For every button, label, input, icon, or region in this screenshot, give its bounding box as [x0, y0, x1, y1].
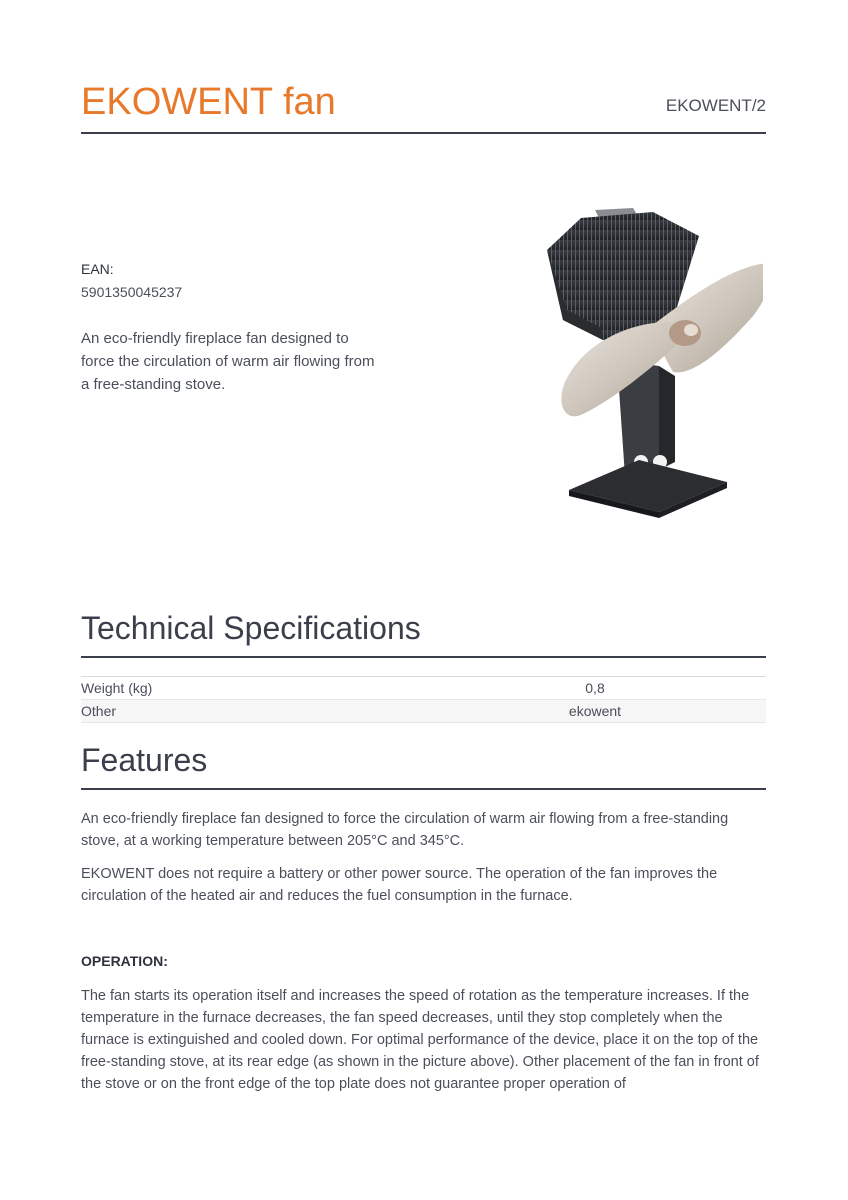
- table-row: Other ekowent: [81, 700, 766, 723]
- header-divider: [81, 132, 766, 134]
- features-paragraph-1: An eco-friendly fireplace fan designed to force the circulation of warm air flowing from a free-standing stove, at a working temperature between 205°C and 345°C.: [81, 811, 729, 849]
- specs-title: Technical Specifications: [81, 610, 421, 646]
- product-image: [463, 200, 763, 520]
- specs-table: [81, 676, 766, 723]
- product-code: EKOWENT/2: [665, 96, 766, 115]
- page-title: EKOWENT fan: [81, 81, 336, 123]
- spec-key: Other: [81, 703, 117, 719]
- spec-key: Weight (kg): [81, 680, 153, 696]
- ean-value: 5901350045237: [81, 284, 183, 300]
- table-row: Weight (kg) 0,8: [81, 677, 766, 700]
- operation-paragraph: The fan starts its operation itself and increases the speed of rotation as the temperature increases. If the temperature in the furnace decreases, the fan speed decreases, until they stop completely when the furnace is extinguished and cooled down. For optimal performance of the device, place it on the top of the free-standing stove, at its rear edge (as shown in the picture above). Other placement of the fan in front of the stove or on the front edge of the top plate does not guarantee proper operation of: [81, 988, 759, 1092]
- features-paragraph-2: EKOWENT does not require a battery or other power source. The operation of the fan improves the circulation of the heated air and reduces the fuel consumption in the furnace.: [81, 866, 718, 904]
- header: [81, 78, 766, 134]
- features-divider: [81, 788, 766, 790]
- fireplace-fan-illustration: [463, 200, 763, 520]
- product-intro: An eco-friendly fireplace fan designed to force the circulation of warm air flowing from a free-standing stove.: [81, 330, 375, 393]
- operation-heading: OPERATION:: [81, 953, 168, 969]
- specs-divider: [81, 656, 766, 658]
- ean-label: EAN:: [81, 261, 114, 277]
- features-title: Features: [81, 742, 208, 778]
